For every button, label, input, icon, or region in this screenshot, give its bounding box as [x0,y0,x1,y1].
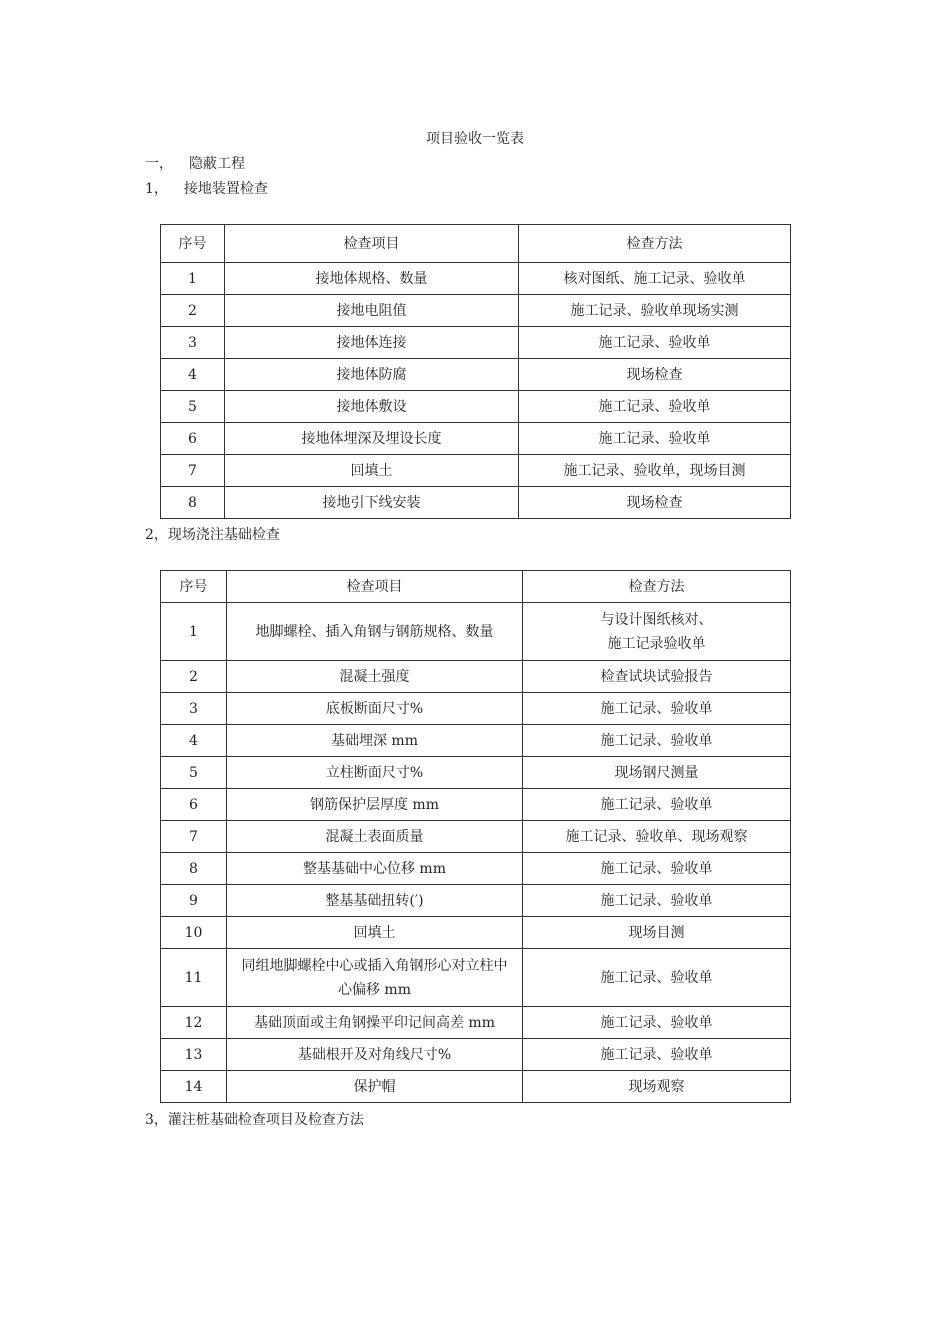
row-item: 接地体防腐 [225,359,519,391]
row-method: 现场检查 [519,487,791,519]
row-index: 12 [161,1007,227,1039]
row-index: 4 [161,725,227,757]
row-index: 7 [161,821,227,853]
row-index: 11 [161,949,227,1007]
row-item: 立柱断面尺寸% [227,757,523,789]
row-method: 施工记录、验收单，现场目测 [519,455,791,487]
row-item [227,949,523,1007]
table-row [161,487,791,519]
row-item: 钢筋保护层厚度 mm [227,789,523,821]
row-item-line: 同组地脚螺栓中心或插入角钢形心对立柱中 [241,957,508,974]
row-index: 14 [161,1071,227,1103]
table-row [161,693,791,725]
row-method: 施工记录、验收单 [523,693,791,725]
table-row [161,455,791,487]
table-row [161,603,791,661]
row-method: 施工记录、验收单 [519,423,791,455]
row-item-line: 心偏移 mm [337,981,411,998]
table-row [161,661,791,693]
row-item: 接地体埋深及埋设长度 [225,423,519,455]
row-method-line: 施工记录验收单 [607,635,706,652]
row-method: 施工记录、验收单 [519,327,791,359]
row-method [523,603,791,661]
header-cell-item: 检查项目 [227,571,523,603]
subsection-heading-grounding [145,178,268,198]
row-item: 基础根开及对角线尺寸% [227,1039,523,1071]
subsection-title: 接地装置检查 [183,181,268,197]
header-cell-index: 序号 [161,225,225,263]
row-item: 接地电阻值 [225,295,519,327]
row-item: 基础顶面或主角钢操平印记间高差 mm [227,1007,523,1039]
table-row [161,295,791,327]
page-title: 项目验收一览表 [426,131,524,147]
row-method: 施工记录、验收单 [523,789,791,821]
row-index: 3 [161,693,227,725]
row-method: 现场检查 [519,359,791,391]
table-row [161,885,791,917]
row-item: 接地体规格、数量 [225,263,519,295]
row-index: 1 [161,263,225,295]
header-cell-method: 检查方法 [523,571,791,603]
row-index: 13 [161,1039,227,1071]
row-method: 施工记录、验收单 [523,1039,791,1071]
row-index: 2 [161,295,225,327]
table-row [161,359,791,391]
row-item: 保护帽 [227,1071,523,1103]
subsection-heading-cast-foundation: 2，现场浇注基础检查 [145,527,280,543]
table-row [161,1007,791,1039]
table-row [161,917,791,949]
row-index: 1 [161,603,227,661]
row-index: 9 [161,885,227,917]
row-method: 施工记录、验收单 [523,853,791,885]
table-row [161,263,791,295]
row-item: 接地体敷设 [225,391,519,423]
grounding-inspection-table [160,224,791,519]
row-item: 基础埋深 mm [227,725,523,757]
row-method: 施工记录、验收单 [523,725,791,757]
row-item: 回填土 [227,917,523,949]
row-method-line: 与设计图纸核对、 [600,611,713,628]
table-row [161,853,791,885]
row-item: 底板断面尺寸% [227,693,523,725]
row-index: 2 [161,661,227,693]
section-title: 隐蔽工程 [189,156,245,172]
header-cell-index: 序号 [161,571,227,603]
row-index: 8 [161,487,225,519]
table-header-row [161,225,791,263]
row-method: 施工记录、验收单现场实测 [519,295,791,327]
row-method: 现场钢尺测量 [523,757,791,789]
row-method: 核对图纸、施工记录、验收单 [519,263,791,295]
row-method: 施工记录、验收单 [523,885,791,917]
row-index: 6 [161,423,225,455]
table-row [161,949,791,1007]
row-item: 整基基础扭转(′) [227,885,523,917]
row-item: 混凝土表面质量 [227,821,523,853]
subsection-number: 1， [145,181,168,197]
row-method: 施工记录、验收单 [523,1007,791,1039]
table-row [161,423,791,455]
header-cell-method: 检查方法 [519,225,791,263]
row-method: 现场观察 [523,1071,791,1103]
row-index: 10 [161,917,227,949]
row-index: 3 [161,327,225,359]
table-row [161,821,791,853]
row-item: 混凝土强度 [227,661,523,693]
row-index: 8 [161,853,227,885]
table-row [161,1071,791,1103]
subsection-heading-cast-pile: 3，灌注桩基础检查项目及检查方法 [145,1112,364,1128]
section-number: 一， [145,156,173,172]
table-row [161,725,791,757]
row-method: 施工记录、验收单、现场观察 [523,821,791,853]
row-index: 7 [161,455,225,487]
table-row [161,1039,791,1071]
row-method: 现场目测 [523,917,791,949]
row-method: 施工记录、验收单 [523,949,791,1007]
row-index: 4 [161,359,225,391]
table-row [161,757,791,789]
row-method: 施工记录、验收单 [519,391,791,423]
table-row [161,391,791,423]
row-index: 6 [161,789,227,821]
row-index: 5 [161,391,225,423]
section-heading-hidden-works [145,153,245,173]
table-row [161,327,791,359]
row-item: 整基基础中心位移 mm [227,853,523,885]
header-cell-item: 检查项目 [225,225,519,263]
row-method: 检查试块试验报告 [523,661,791,693]
table-header-row [161,571,791,603]
row-item: 接地体连接 [225,327,519,359]
row-index: 5 [161,757,227,789]
row-item: 回填土 [225,455,519,487]
row-item: 地脚螺栓、插入角钢与钢筋规格、数量 [227,603,523,661]
row-item: 接地引下线安装 [225,487,519,519]
cast-foundation-inspection-table [160,570,791,1103]
table-row [161,789,791,821]
